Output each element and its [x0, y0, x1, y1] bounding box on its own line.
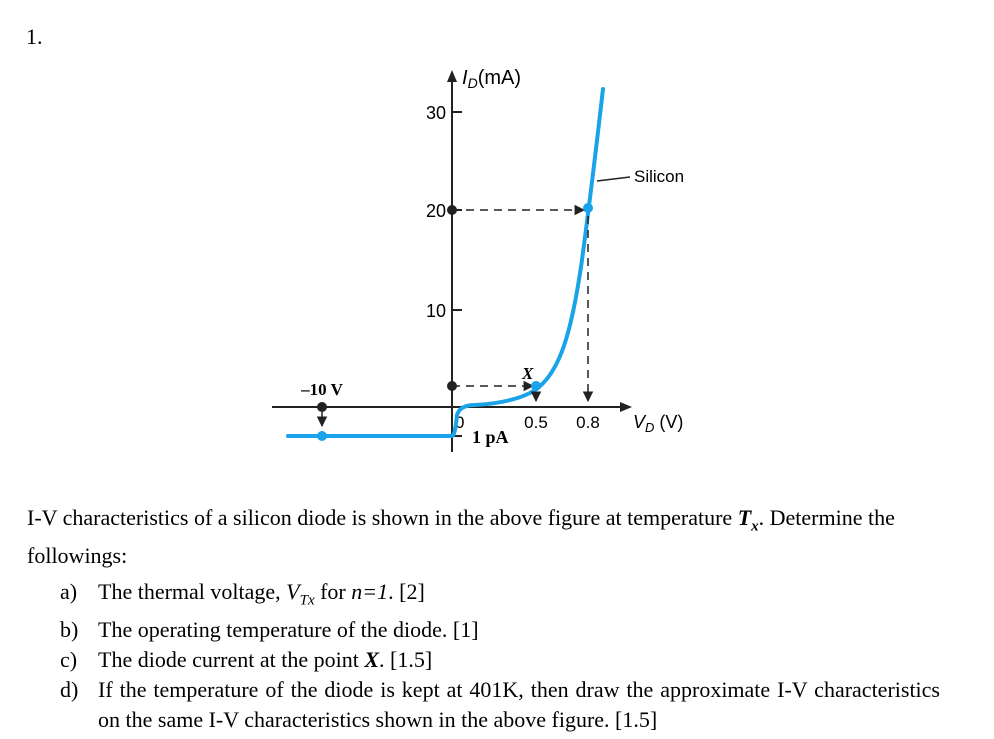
point-20ma-axis	[447, 205, 457, 215]
point-x-axis	[447, 381, 457, 391]
question-a-mid: for	[314, 579, 352, 604]
paragraph-text-after: . Determine the followings:	[27, 505, 895, 569]
question-c-text	[98, 645, 940, 675]
question-a-symbol: V	[286, 579, 300, 604]
question-number: 1.	[26, 24, 43, 49]
question-b-letter: b)	[60, 617, 79, 643]
x-tick-label-05: 0.5	[524, 413, 548, 432]
y-tick-label-30: 30	[425, 103, 446, 123]
question-list	[60, 577, 940, 735]
origin-label: 0	[455, 413, 465, 432]
paragraph-text-before: I-V characteristics of a silicon diode is shown in the above figure at temperature	[27, 505, 738, 530]
question-a-n: n=1	[351, 579, 389, 604]
question-c-pre: The diode current at the point	[98, 647, 365, 673]
question-d-letter: d)	[60, 677, 79, 703]
temp-subscript: x	[751, 518, 759, 535]
y-axis-arrow-icon	[447, 70, 457, 82]
leakage-label: 1 pA	[472, 427, 509, 447]
point-x-label: X	[522, 364, 534, 383]
silicon-leader-line	[597, 177, 630, 181]
x-axis-arrow-icon	[620, 402, 632, 412]
question-d-text: If the temperature of the diode is kept at 401K, then draw the approximate I-V characteristics on the same I-V characteristics shown in the above figure. [1.5]	[98, 677, 940, 733]
y-axis-label-unit: (mA)	[477, 67, 522, 89]
y-axis-label-sub: D	[467, 75, 478, 91]
question-paragraph	[27, 503, 947, 571]
question-c	[60, 645, 940, 675]
point-neg10v-axis	[317, 402, 327, 412]
question-a-letter: a)	[60, 579, 78, 604]
y-axis-label	[462, 67, 521, 91]
y-axis-label-main: I	[462, 67, 468, 89]
question-a-post: . [2]	[388, 579, 425, 604]
x-axis-label-main: V	[633, 412, 646, 432]
question-b-text: The operating temperature of the diode. [1]	[98, 617, 479, 643]
question-a	[60, 577, 940, 615]
point-08v-20ma	[583, 203, 593, 213]
x-axis-label	[633, 412, 683, 435]
temp-symbol: T	[737, 505, 752, 530]
x-axis-label-unit: (V)	[654, 412, 684, 432]
question-a-subscript: Tx	[299, 592, 315, 609]
x-tick-label-08: 0.8	[576, 413, 600, 432]
x-axis-label-sub: D	[645, 420, 655, 435]
question-c-post: . [1.5]	[379, 647, 433, 673]
point-neg10v-curve	[317, 431, 327, 441]
y-tick-label-20: 20	[425, 201, 446, 221]
question-a-text	[98, 577, 940, 615]
question-b	[60, 615, 940, 645]
y-tick-label-10: 10	[425, 301, 446, 321]
question-c-letter: c)	[60, 647, 78, 673]
question-c-bold: X	[364, 647, 380, 673]
series-label-silicon: Silicon	[634, 167, 685, 186]
question-d	[60, 675, 940, 735]
question-a-pre: The thermal voltage,	[98, 579, 287, 604]
negative-voltage-label: –10 V	[301, 380, 343, 399]
